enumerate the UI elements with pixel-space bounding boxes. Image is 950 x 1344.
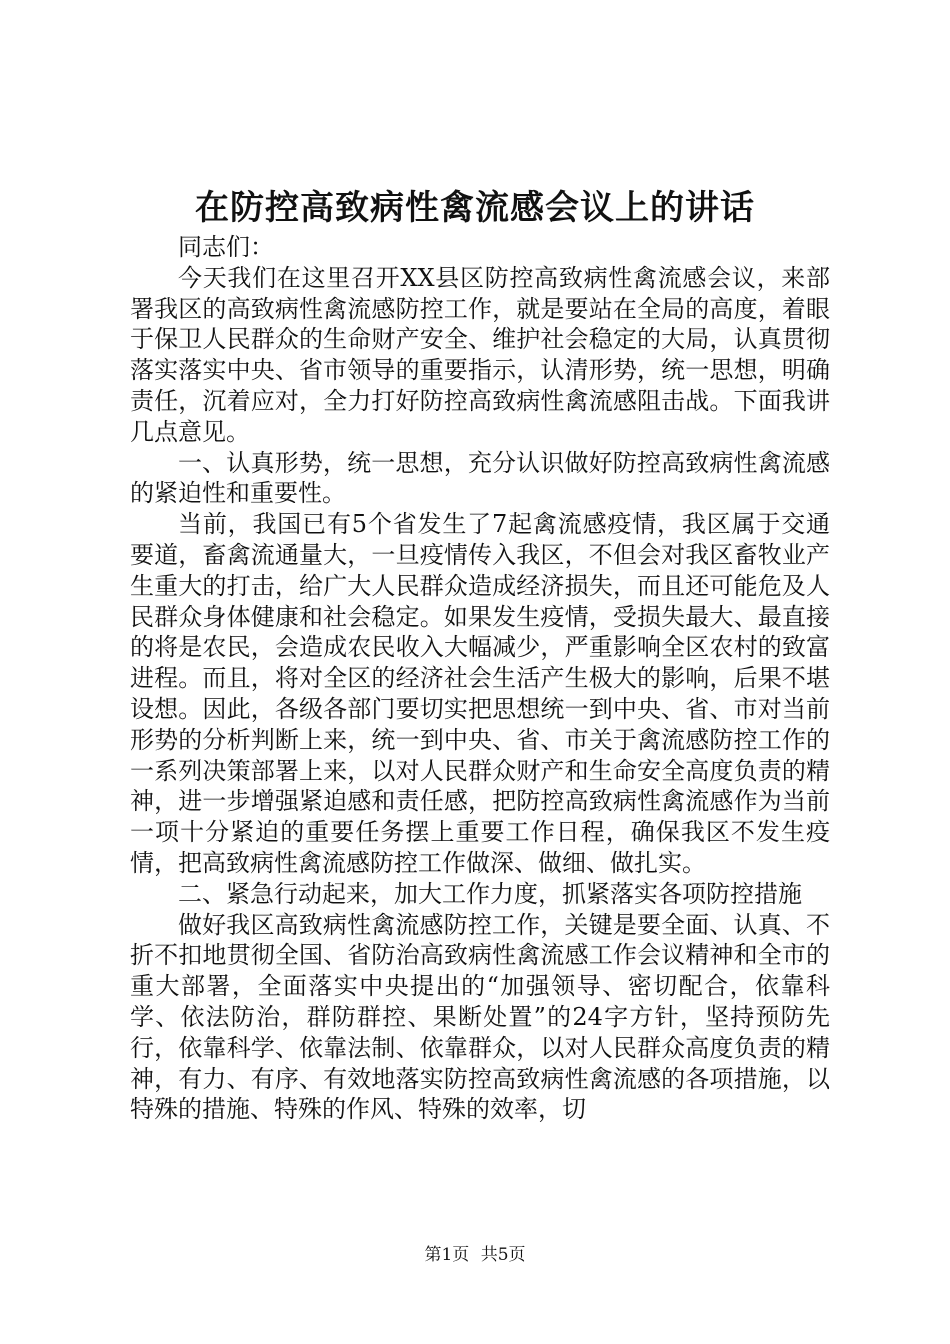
section-heading-2: 二、紧急行动起来，加大工作力度，抓紧落实各项防控措施	[178, 879, 802, 908]
page-total: 共5页	[480, 1245, 526, 1265]
document-title: 在防控高致病性禽流感会议上的讲话	[195, 188, 755, 228]
page-footer	[0, 1243, 950, 1267]
section-heading-1: 一、认真形势，统一思想，充分认识做好防控高致病性禽流感的紧迫性和重要性。	[130, 448, 830, 508]
page-number: 第1页	[424, 1245, 470, 1265]
paragraph-intro: 今天我们在这里召开XX县区防控高致病性禽流感会议，来部署我区的高致病性禽流感防控工作，就是要站在全局的高度，着眼于保卫人民群众的生命财产安全、维护社会稳定的大局，认真贯彻落实落实中央、省市领导的重要指示，认清形势，统一思想，明确责任，沉着应对，全力打好防控高致病性禽流感阻击战。下面我讲几点意见。	[130, 263, 830, 446]
paragraph-section-2: 做好我区高致病性禽流感防控工作，关键是要全面、认真、不折不扣地贯彻全国、省防治高致病性禽流感工作会议精神和全市的重大部署，全面落实中央提出的“加强领导、密切配合，依靠科学、依法防治，群防群控、果断处置”的24字方针，坚持预防先行，依靠科学、依靠法制、依靠群众，以对人民群众高度负责的精神，有力、有序、有效地落实防控高致病性禽流感的各项措施，以特殊的措施、特殊的作风、特殊的效率，切	[130, 910, 830, 1124]
document-body	[130, 232, 830, 1125]
salutation: 同志们：	[178, 233, 274, 261]
paragraph-section-1: 当前，我国已有5个省发生了7起禽流感疫情，我区属于交通要道，畜禽流通量大，一旦疫情传入我区，不但会对我区畜牧业产生重大的打击，给广大人民群众造成经济损失，而且还可能危及人民群众身体健康和社会稳定。如果发生疫情，受损失最大、最直接的将是农民，会造成农民收入大幅减少，严重影响全区农村的致富进程。而且，将对全区的经济社会生活产生极大的影响，后果不堪设想。因此，各级各部门要切实把思想统一到中央、省、市对当前形势的分析判断上来，统一到中央、省、市关于禽流感防控工作的一系列决策部署上来，以对人民群众财产和生命安全高度负责的精神，进一步增强紧迫感和责任感，把防控高致病性禽流感作为当前一项十分紧迫的重要任务摆上重要工作日程，确保我区不发生疫情，把高致病性禽流感防控工作做深、做细、做扎实。	[130, 510, 830, 877]
